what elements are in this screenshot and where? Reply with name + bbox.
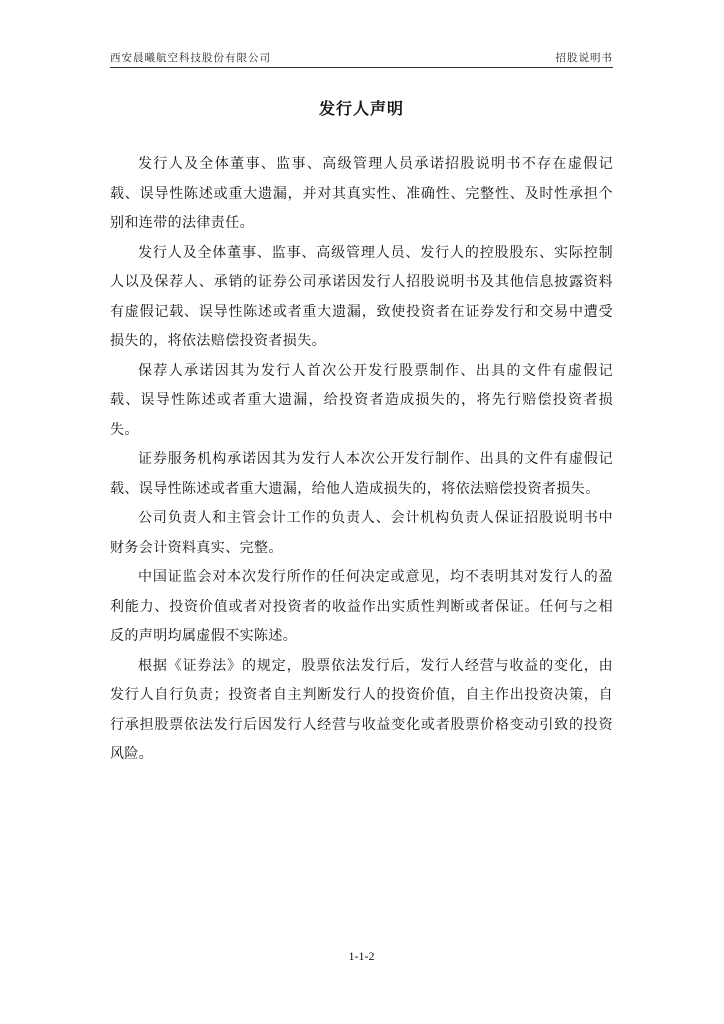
paragraph: 发行人及全体董事、监事、高级管理人员、发行人的控股股东、实际控制人以及保荐人、承销的证券公司承诺因发行人招股说明书及其他信息披露资料有虚假记载、误导性陈述或者重大遗漏，致使投资者在证券发行和交易中遭受损失的，将依法赔偿投资者损失。 xyxy=(110,244,613,349)
paragraph: 发行人及全体董事、监事、高级管理人员承诺招股说明书不存在虚假记载、误导性陈述或重大遗漏，并对其真实性、准确性、完整性、及时性承担个别和连带的法律责任。 xyxy=(110,156,613,231)
paragraph: 中国证监会对本次发行所作的任何决定或意见，均不表明其对发行人的盈利能力、投资价值或者对投资者的收益作出实质性判断或者保证。任何与之相反的声明均属虚假不实陈述。 xyxy=(110,569,613,644)
header-company-name: 西安晨曦航空科技股份有限公司 xyxy=(110,52,271,64)
paragraph: 保荐人承诺因其为发行人首次公开发行股票制作、出具的文件有虚假记载、误导性陈述或者重大遗漏，给投资者造成损失的，将先行赔偿投资者损失。 xyxy=(110,362,613,438)
header-document-type: 招股说明书 xyxy=(555,52,613,64)
header-divider xyxy=(110,67,613,68)
page-header xyxy=(110,50,613,66)
document-body xyxy=(110,150,613,770)
paragraph: 公司负责人和主管会计工作的负责人、会计机构负责人保证招股说明书中财务会计资料真实、完整。 xyxy=(110,510,613,556)
paragraph: 根据《证券法》的规定，股票依法发行后，发行人经营与收益的变化，由发行人自行负责；投资者自主判断发行人的投资价值，自主作出投资决策，自行承担股票依法发行后因发行人经营与收益变化或者股票价格变动引致的投资风险。 xyxy=(110,657,613,762)
paragraph: 证券服务机构承诺因其为发行人本次公开发行制作、出具的文件有虚假记载、误导性陈述或者重大遗漏，给他人造成损失的，将依法赔偿投资者损失。 xyxy=(110,451,613,497)
page-title: 发行人声明 xyxy=(318,99,404,118)
page-number: 1-1-2 xyxy=(348,949,375,963)
